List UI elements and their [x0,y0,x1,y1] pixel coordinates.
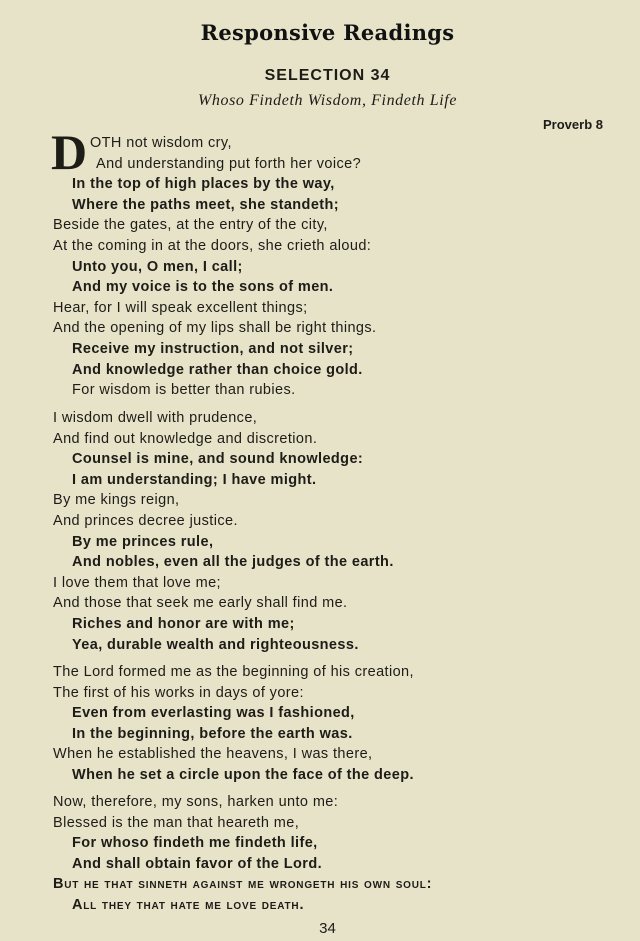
reading-line: I love them that love me; [53,574,221,591]
reading-line: The first of his works in days of yore: [53,684,304,701]
reading-line: Unto you, O men, I call; [72,258,243,275]
reading-line: Beside the gates, at the entry of the city, [53,217,328,234]
stanza [0,133,640,401]
reading-line: Yea, durable wealth and righteousness. [72,636,359,653]
reading-line: And the opening of my lips shall be right things. [53,320,377,337]
reading-line: And understanding put forth her voice? [96,155,362,172]
reading-line: Where the paths meet, she standeth; [72,196,339,213]
reading-line: And those that seek me early shall find me. [53,595,348,612]
reading-line: And nobles, even all the judges of the earth. [72,554,394,571]
reading-line: Now, therefore, my sons, harken unto me: [53,794,339,810]
selection-title: SELECTION 34 [264,67,391,84]
stanza [0,408,640,655]
scripture-reference: Proverb 8 [543,117,603,132]
reading-line: For whoso findeth me findeth life, [72,835,318,852]
reading-line: Receive my instruction, and not silver; [72,340,354,357]
reading-line: And find out knowledge and discretion. [53,430,318,447]
reading-line: When he established the heavens, I was there, [53,746,373,763]
reading-line: And princes decree justice. [53,512,238,529]
page-header: Responsive Readings [200,20,455,45]
drop-cap: D [51,124,88,180]
stanza [0,792,640,916]
reading-line: At the coming in at the doors, she crieth aloud: [53,237,372,254]
stanza [0,662,640,786]
reading-line: In the top of high places by the way, [72,176,335,193]
reading-line: By me princes rule, [72,533,214,550]
reading-line: Counsel is mine, and sound knowledge: [72,451,364,468]
page-number: 34 [319,920,336,937]
reading-line: In the beginning, before the earth was. [72,725,353,742]
reading-line: And my voice is to the sons of men. [72,279,334,296]
reading-line: The Lord formed me as the beginning of his creation, [53,664,414,680]
reading-line: And knowledge rather than choice gold. [72,361,363,378]
reading-line: I wisdom dwell with prudence, [53,410,258,426]
reading-line: I am understanding; I have might. [72,471,317,488]
selection-subtitle: Whoso Findeth Wisdom, Findeth Life [197,92,458,109]
reading-line: All they that hate me love death. [72,896,305,913]
reading-line: OTH not wisdom cry, [90,135,232,151]
reading-line: Hear, for I will speak excellent things; [53,299,308,316]
reading-line: And shall obtain favor of the Lord. [72,855,323,872]
reading-line: For wisdom is better than rubies. [72,382,296,399]
reading-line: Blessed is the man that heareth me, [53,814,300,831]
reading-line: When he set a circle upon the face of the deep. [72,766,414,783]
reading-line: By me kings reign, [53,492,180,509]
reading-line: Riches and honor are with me; [72,615,295,632]
reading-line: But he that sinneth against me wrongeth his own soul: [53,876,433,893]
reading-line: Even from everlasting was I fashioned, [72,705,355,722]
